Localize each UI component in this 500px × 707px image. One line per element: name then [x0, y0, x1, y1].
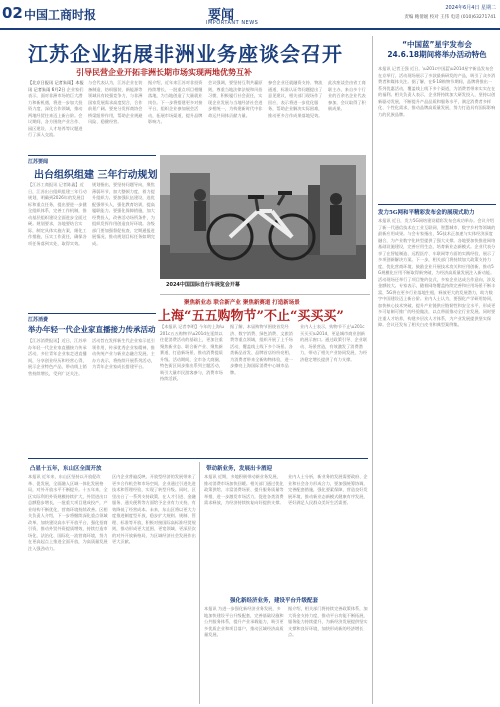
header-rule [0, 28, 500, 30]
sidebar-divider [378, 204, 496, 205]
center-story-rule [160, 294, 370, 295]
left-box-headline: 出台组织组建 三年行动规划 [34, 170, 158, 181]
main-article-lead: 【北京日报讯 记者朱雨】本报讯 记者朱雨 6月2日 [28, 80, 84, 92]
bottom-divider [199, 462, 200, 704]
bottom-left-headline: 凸显十五年，东山区全面开放 [30, 466, 102, 472]
left-box2-text-2: 活动旨在发挥新生代企业家示范引领作用，传承优秀企业家精神，推动传统产业与新业态融合发展。主办方表示，将持续开展系列活动，为青年企业家成长搭建平台。 [92, 338, 155, 369]
bottom-mid-text-2: 业内人士分析，新业务的发展需要政府、企业和社会各方形成合力，要加强统筹协调，完善配套措施，强化要素保障，营造良好发展环境，推动新业态新模式健康有序发展，更好满足人民群众美好生活需要。 [288, 474, 368, 505]
bottom-mid-text-1: 本报讯 近期，多地积极带动新业务发展，推动消费市场加快回暖。相关部门通过优化政策供给、丰富消费场景、提升服务质量等举措，进一步激发市场活力，促进各类消费需求释放，为经济持续恢复向好提供支撑。 [204, 474, 284, 505]
center-story-headline: 上海“五五购物节”不止“买买买” [158, 309, 344, 324]
left-box2-top-rule [28, 313, 156, 314]
column-divider [372, 36, 373, 704]
date-line: 2024年6月4日 星期二 [445, 5, 496, 11]
sidebar-headline [378, 40, 496, 60]
center-story-column-1: 【本报讯 记者李明】今年的上海\u201c五五购物节\u201d在延续以往促消费活动的基础上，更加注重聚焦新业态、联合新产业、聚焦新赛道、打造新场景，推动消费提质升级。活动期间，全市各大商圈、特色街区同步推出系列主题活动，吸引大量市民游客参与，消费市场持续活跃。 [160, 324, 225, 381]
main-subhead: 引导民营企业开拓非洲长期市场实现两地优势互补 [76, 68, 252, 77]
main-article-column-5: 参会企业还就融资支持、物流通道、标准认证等问题提出了意见建议，相关部门现场作了回应，表示将进一步优化服务，帮助企业解决实际困难，推动更多合作成果落地见效。 [268, 80, 323, 118]
main-article-column-1: 【北京日报讯 记者朱雨】本报讯 记者朱雨 6月2日 企业家们表示，面对非洲市场的巨大潜力和新机遇，将进一步加大投资力度，深化合作领域，推动两地经贸往来迈上新台阶。会议期间，各方围绕产业合作、园区建设、人才培养等议题进行了深入交流。 [28, 80, 84, 137]
main-article-column-4: 会议强调，要坚持互利共赢原则，尊重当地法律法规和风俗习惯，积极履行社会责任，实现企业发展与当地经济社会进步相统一，为构建新时代中非命运共同体贡献力量。 [208, 80, 263, 118]
main-article-column-6: 此次座谈会由省工商联主办，来自多个行业的百余名企业代表参加，会议取得了积极成果。 [328, 80, 366, 111]
left-box2-tag: 江苏消费 [28, 317, 49, 323]
center-story-kicker: 聚焦新业态 联合新产业 聚焦新赛道 打造新场景 [184, 300, 300, 306]
bottom-left-text-2: 区内企业普遍反映，开放型经济的发展带来了更多合作机会和市场空间，企业通过引进先进技术和管理经验，实现了转型升级。同时，区里出台了一系列支持政策，在人才引进、金融服务、通关便利等方面给予企业有力支持，有效降低了经营成本。未来，东山区将以更大力度推进制度型开放，稳步扩大规则、规制、管理、标准等开放，积极对接国际高标准经贸规则，推动形成更大范围、更宽领域、更深层次的对外开放新格局，为区域经济社会发展作出更大贡献。 [112, 474, 196, 544]
bottom-section-rule [28, 458, 368, 459]
bottom-left-text-1: 本报讯 近年来，东山区坚持以开放促改革、促发展，全面融入区域一体化发展格局，对外开放水平不断提升。十五年来，全区实际利用外资规模持续扩大，外贸进出口总额稳步增长，一批重大项目建成投产，产业结构不断优化，营商环境持续改善。区相关负责人介绍，下一步将继续深化重点领域改革，加快建设高水平开放平台，强化招商引资，推动外贸外资提质增效，持续打造市场化、法治化、国际化一流营商环境，努力在更高起点上推进全面开放，为高质量发展注入强劲动力。 [28, 474, 108, 551]
right-box-headline: 发力5G网和平精彩发布会的展现式助力 [378, 210, 475, 216]
sidebar-article-text: 本报讯 记者王强 近日，\u201c中国蓝\u201d星宇新品发布会在京举行，活动现场展示了多款最新研发的产品，吸引了众多消费者和媒体关注。据了解，在6·18购物节期间，品牌将推出一系列优惠活动，覆盖线上线下多个渠道，为消费者带来实实在在的福利。相关负责人表示，企业将持续加大研发投入，坚持以创新驱动发展，不断提升产品品质和服务水平，满足消费者多样化、个性化需求，推动品牌高质量发展，努力打造具有国际影响力的民族品牌。 [378, 66, 496, 117]
paper-name: 中国工商时报 [24, 8, 97, 22]
bicycle-photo [160, 155, 366, 279]
left-box2-text-1: 【江苏消费报讯】近日，江苏举办年轻一代企业家直播接力传承活动，多位青年企业家走进直播间，分享创业经历和经营心得，展示企业特色产品，带动线上销售持续增长，受到广泛关注。 [28, 338, 87, 376]
bicycle-photo-illustration [160, 155, 366, 279]
main-headline: 江苏企业拓展非洲业务座谈会召开 [28, 42, 343, 66]
center-story-column-2: 据了解，本届购物节围绕首发经济、数字消费、绿色消费、文旅消费等重点领域，组织开展了上千场活动，覆盖线上线下多个场景。各类新品首发、品牌首店纷纷亮相，为消费者带来全新购物体验，进一步擦亮上海国际消费中心城市品牌。 [230, 324, 293, 375]
bottom-mid2-text-1: 本报讯 为进一步强化新经济业务发展，多地加快建设平台升级配套，完善基础设施和公共服务体系，提升产业承载能力，吸引更多优质企业和项目落户，推动区域经济高质量发展。 [204, 606, 284, 637]
main-article-column-3: 据介绍，近年来江苏对非投资持续增长，一批重点项目相继落地，为当地创造了大量就业岗位。下一步将搭建更多对接平台，组织企业参加展会活动，拓展市场渠道，提升品牌影响力。 [148, 80, 203, 124]
sidebar-headline-line2: 24.6.18期间将举办活动特色 [387, 50, 487, 59]
right-box-text: 本报讯 近日，发力5G网络建设精彩发布会成功举办。会议介绍了新一代通信技术在工业互联网、智慧城市、数字乡村等领域的最新应用成果。与会专家指出，5G技术正加速与实体经济深度融合，为产业数字化转型提供了强大支撑。各地要加快推进网络基础设施建设，完善应用生态，培育新业态新模式。企业代表分享了在智能制造、远程医疗、车联网等方面的实践经验，展示了多项创新解决方案。下一步，相关部门将持续加大政策支持力度，优化营商环境，鼓励企业开展技术攻关和应用创新，推动5G规模化应用不断取得新突破，为经济高质量发展注入新动能。活动现场还举行了项目签约仪式，多家企业达成合作意向，涉及金额较大。专家表示，随着网络覆盖持续完善和应用场景不断丰富，5G将在更多行业落地生根，释放更大的发展潜力，助力数字中国建设迈上新台阶。业内人士认为，要强化产学研用协同，加快核心技术突破，提升产业链供应链韧性和安全水平，形成更多可复制可推广的经验做法，以点带面推动全行业发展。同时要注重人才培养，构建多层次人才体系，为产业发展提供坚实保障。会议还发布了相关白皮书和典型案例集。 [378, 218, 496, 327]
bottom-mid2-text-2: 据介绍，相关部门将持续完善政策体系，加大资金支持力度，推动平台功能不断拓展，服务能力持续提升，为新经济发展提供坚实支撑和良好环境，加快形成新的经济增长点。 [288, 606, 368, 637]
left-box-text-1: 【江苏工商报讯 记者陈鑫】近日，江苏出台组织组建三年行动规划，明确到2026年的发展目标和重点任务，提出要进一步健全组织体系，完善工作机制，推动基层组织建设全面进步全面过硬。规划要求，各地要结合实际，制定具体实施方案，细化工作措施，压实工作责任，确保各项任务落到实处，取得实效。 [28, 182, 87, 246]
sidebar-headline-line1: “中国蓝”星宇发布会 [402, 40, 472, 49]
editor-line: 责编 鲍倩媛 校对 王伟 电话 (010)63271741 [404, 15, 496, 20]
page-number: 02 [2, 4, 23, 22]
bottom-mid-headline: 带动新业务，发展出卡酒迎 [206, 466, 273, 472]
bottom-mid2-headline: 强化新经济业务，建设平台升级配套 [230, 598, 319, 604]
left-box-top-rule [28, 155, 156, 156]
main-article-column-2: 与会代表认为，江苏企业在装备制造、纺织服装、新能源等领域具有较强竞争力，与非洲国家发展需求高度契合，合作前景广阔。要充分发挥商协会桥梁纽带作用，帮助企业规避风险、稳健经营。 [88, 80, 143, 124]
left-box-text-2: 规划指出，要坚持问题导向，聚焦薄弱环节，加大整顿力度，着力提升组织力。要加强队伍建设，选优配强带头人，强化教育培训，提高履职能力。要强化保障措施，加大经费投入，改善活动场所条件，为组织发挥作用创造良好环境。各级部门要加强督促检查，定期通报进展情况，推动规划目标任务如期完成。 [92, 182, 155, 246]
photo-caption: 2024中国国际自行车展览会开幕 [166, 282, 240, 288]
left-box2-headline: 举办年轻一代企业家直播接力传承活动 [28, 325, 156, 334]
left-box-tag: 江苏要闻 [28, 159, 49, 165]
masthead [0, 0, 500, 30]
center-story-column-3: 业内人士表示，购物节不止\u201c买买买\u201d，更是城市商业创新的展示窗口。通过政策引导、企业联动、场景营造，有效激发了消费潜力，带动了相关产业协同发展，为经济稳定增长提供了有力支撑。 [300, 324, 368, 362]
section-title: 要闻 [208, 8, 235, 23]
section-title-en: IMPORTANT NEWS [206, 20, 259, 26]
